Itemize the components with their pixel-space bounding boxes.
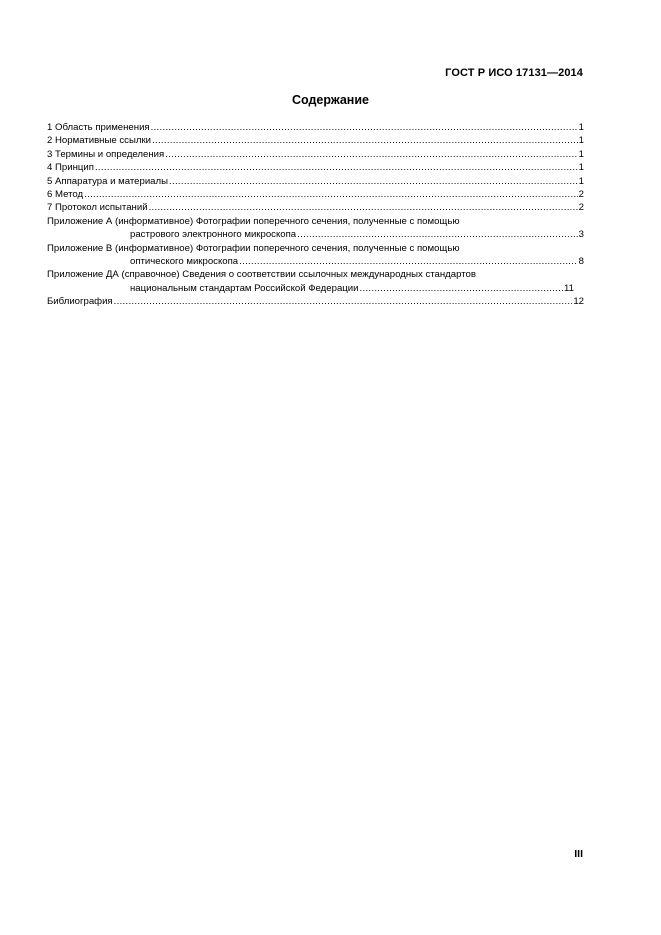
toc-entry-label: 2 Нормативные ссылки [47, 135, 152, 147]
toc-leader [151, 121, 578, 134]
toc-leader [152, 134, 578, 147]
toc-page-number: 2 [578, 202, 584, 214]
toc-leader [239, 255, 578, 268]
toc-leader [360, 282, 564, 295]
toc-page-number: 3 [578, 229, 584, 241]
toc-entry[interactable] [47, 188, 584, 201]
toc-entry[interactable] [47, 121, 584, 134]
toc-entry-label: 5 Аппаратура и материалы [47, 175, 169, 187]
toc-leader [169, 175, 578, 188]
document-code: ГОСТ Р ИСО 17131—2014 [445, 67, 583, 79]
toc-leader [114, 295, 573, 308]
toc-appendix-title: Приложение ДА (справочное) Сведения о соответствии ссылочных международных стандартов [47, 269, 476, 281]
toc-page-number: 1 [578, 148, 584, 160]
toc-appendix-entry[interactable] [47, 268, 584, 295]
toc-entry[interactable] [47, 134, 584, 147]
toc-appendix-entry[interactable] [47, 215, 584, 242]
toc-entry-label: 6 Метод [47, 189, 84, 201]
toc-leader [297, 228, 578, 241]
toc-entry-label: Библиография [47, 296, 113, 308]
toc-entry-label: 1 Область применения [47, 122, 150, 133]
toc-appendix-title: Приложение В (информативное) Фотографии поперечного сечения, полученные с помощью [47, 242, 460, 254]
toc-entry[interactable] [47, 148, 584, 161]
toc-page-number: 11 [564, 282, 574, 294]
page-number: III [574, 848, 583, 860]
toc-entry-label: 7 Протокол испытаний [47, 202, 148, 214]
toc-appendix-subtitle: национальным стандартам Российской Федерации [130, 282, 359, 294]
toc-entry-bibliography[interactable] [47, 295, 584, 308]
toc-leader [95, 161, 578, 174]
toc-page-number: 1 [578, 175, 584, 187]
toc-entry-label: 3 Термины и определения [47, 148, 165, 160]
toc-entry[interactable] [47, 161, 584, 174]
toc-appendix-subtitle: растрового электронного микроскопа [130, 229, 297, 241]
table-of-contents [47, 121, 584, 309]
toc-appendix-entry[interactable] [47, 242, 584, 269]
toc-leader [165, 148, 577, 161]
toc-page-number: 1 [578, 162, 584, 174]
toc-page-number: 1 [578, 122, 584, 133]
toc-leader [84, 188, 578, 201]
page-title: Содержание [291, 93, 369, 107]
toc-page-number: 1 [578, 135, 584, 147]
toc-page-number: 12 [573, 296, 584, 308]
toc-entry[interactable] [47, 175, 584, 188]
toc-entry-label: 4 Принцип [47, 162, 94, 174]
toc-leader [149, 201, 578, 214]
toc-appendix-title: Приложение А (информативное) Фотографии поперечного сечения, полученные с помощью [47, 215, 460, 227]
toc-page-number: 8 [578, 256, 584, 268]
toc-appendix-subtitle: оптического микроскопа [130, 256, 239, 268]
toc-page-number: 2 [578, 189, 584, 201]
toc-entry[interactable] [47, 201, 584, 214]
